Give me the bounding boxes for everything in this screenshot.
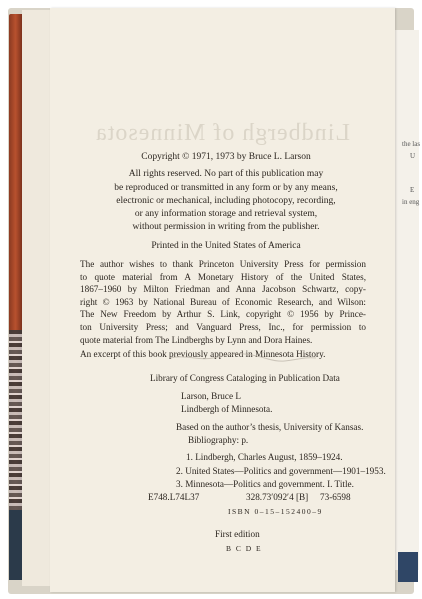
jacket-text-fragment: U	[410, 152, 416, 160]
cip-subject: 1. Lindbergh, Charles August, 1859–1924.	[186, 452, 343, 462]
rights-line: electronic or mechanical, including photocopy, recording,	[116, 195, 336, 206]
cip-subject: 3. Minnesota—Politics and government. I. Title.	[176, 479, 354, 489]
acknowledgment-line: quote material from The Lindberghs by Lynn and Dora Haines.	[80, 334, 313, 345]
cip-dewey: 328.73′092′4 [B]	[246, 492, 309, 502]
cip-heading: Library of Congress Cataloging in Publication Data	[150, 373, 340, 383]
printing-line: B C D E	[226, 544, 263, 553]
acknowledgment-line: The author wishes to thank Princeton University Press for permission	[80, 259, 366, 269]
cip-thesis: Based on the author’s thesis, University of Kansas.	[176, 422, 364, 432]
rights-line: All rights reserved. No part of this publication may	[128, 169, 324, 180]
jacket-text-fragment: the las	[402, 140, 421, 148]
copyright-line: Copyright © 1971, 1973 by Bruce L. Larson	[141, 152, 311, 162]
rights-line: or any information storage and retrieval system,	[134, 209, 318, 220]
cip-subject: 2. United States—Politics and government—1901–1953.	[176, 466, 386, 476]
rights-line: be reproduced or transmitted in any form or by any means,	[114, 182, 338, 193]
acknowledgment-line: The New Freedom by Arthur S. Link, copyright © 1956 by Prince-	[80, 309, 366, 320]
show-through-title: Lindbergh of Minnesota	[95, 120, 350, 146]
rights-line: without permission in writing from the publisher.	[132, 222, 320, 233]
cip-lccn: 73-6598	[320, 492, 351, 502]
acknowledgment-line: ton University Press; and Vanguard Press, Inc., for permission to	[80, 321, 366, 332]
cip-block	[0, 372, 422, 572]
cip-author: Larson, Bruce L	[181, 391, 241, 401]
cip-title: Lindbergh of Minnesota.	[181, 404, 273, 414]
acknowledgment-paragraph	[80, 258, 366, 361]
jacket-text-fragment: E	[410, 186, 415, 194]
cip-bibliography: Bibliography: p.	[188, 435, 249, 445]
jacket-text-fragment: in eng	[402, 198, 420, 206]
pencil-scribble	[168, 350, 318, 364]
acknowledgment-line: to quote material from A Monetary History of the United States,	[80, 271, 366, 282]
excerpt-line: An excerpt of this book previously appeared in Minnesota History.	[80, 349, 326, 360]
printed-in-line: Printed in the United States of America	[151, 240, 301, 251]
cip-isbn: ISBN 0–15–152400–9	[228, 507, 323, 516]
copyright-block	[56, 151, 396, 253]
edition-line: First edition	[215, 529, 260, 539]
acknowledgment-line: right © 1963 by National Bureau of Economic Research, and Wilson:	[80, 296, 366, 307]
acknowledgment-line: 1867–1960 by Milton Friedman and Anna Jacobson Schwartz, copy-	[80, 284, 366, 295]
cip-call-number: E748.L74L37	[148, 492, 200, 502]
